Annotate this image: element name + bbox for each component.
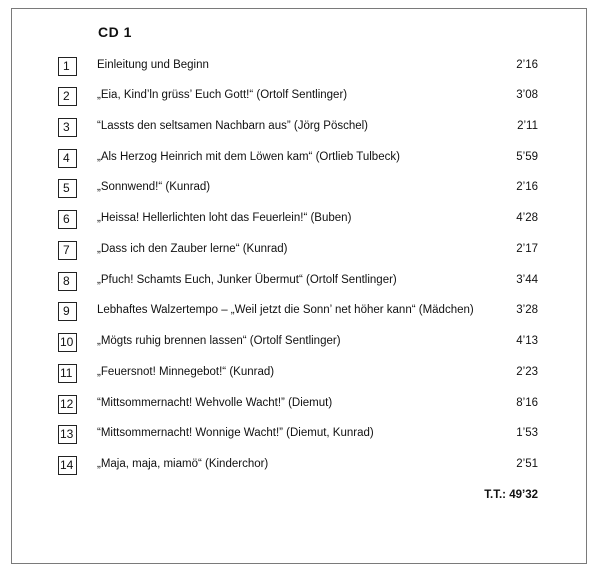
track-title: „Pfuch! Schamts Euch, Junker Übermut“ (Ortolf Sentlinger): [97, 274, 397, 286]
track-title: „Heissa! Hellerlichten loht das Feuerlein!“ (Buben): [97, 212, 352, 224]
track-duration: 1’53: [516, 427, 538, 439]
track-duration: 5’59: [516, 151, 538, 163]
track-row: [0, 272, 599, 294]
track-duration: 2’23: [516, 366, 538, 378]
track-row: [0, 395, 599, 417]
track-duration: 2’11: [517, 120, 538, 132]
track-number: 10: [58, 333, 77, 352]
track-title: „Feuersnot! Minnegebot!“ (Kunrad): [97, 366, 275, 378]
track-title: „Maja, maja, miamö“ (Kinderchor): [97, 458, 269, 470]
track-number: 5: [58, 179, 77, 198]
track-duration: 4’13: [516, 335, 538, 347]
track-number: 3: [58, 118, 77, 137]
track-row: [0, 210, 599, 232]
track-duration: 3’08: [516, 89, 538, 101]
track-row: [0, 456, 599, 478]
track-row: [0, 118, 599, 140]
track-number: 6: [58, 210, 77, 229]
track-title: „Eia, Kind’ln grüss’ Euch Gott!“ (Ortolf Sentlinger): [97, 89, 348, 101]
track-row: [0, 179, 599, 201]
track-row: [0, 149, 599, 171]
track-title: “Mittsommernacht! Wonnige Wacht!” (Diemut, Kunrad): [97, 427, 374, 439]
track-row: [0, 87, 599, 109]
track-number: 7: [58, 241, 77, 260]
track-number: 2: [58, 87, 77, 106]
track-duration: 2’17: [516, 243, 538, 255]
track-title: “Lassts den seltsamen Nachbarn aus” (Jörg Pöschel): [97, 120, 369, 132]
track-number: 8: [58, 272, 77, 291]
track-title: „Sonnwend!“ (Kunrad): [97, 181, 211, 193]
track-number: 9: [58, 302, 77, 321]
track-row: [0, 333, 599, 355]
track-number: 11: [58, 364, 77, 383]
track-duration: 3’28: [516, 304, 538, 316]
track-row: [0, 425, 599, 447]
track-duration: 2’16: [516, 181, 538, 193]
track-row: [0, 302, 599, 324]
track-number: 1: [58, 57, 77, 76]
track-number: 4: [58, 149, 77, 168]
track-title: “Mittsommernacht! Wehvolle Wacht!” (Diemut): [97, 397, 333, 409]
track-title: „Als Herzog Heinrich mit dem Löwen kam“ (Ortlieb Tulbeck): [97, 151, 400, 163]
track-duration: 3’44: [516, 274, 538, 286]
track-number: 14: [58, 456, 77, 475]
track-duration: 2’16: [516, 59, 538, 71]
track-duration: 8’16: [516, 397, 538, 409]
track-row: [0, 57, 599, 79]
track-title: „Dass ich den Zauber lerne“ (Kunrad): [97, 243, 288, 255]
cd-title: CD 1: [98, 24, 132, 40]
total-time: T.T.: 49’32: [484, 489, 538, 501]
track-title: Einleitung und Beginn: [97, 59, 209, 71]
track-number: 12: [58, 395, 77, 414]
track-row: [0, 241, 599, 263]
track-number: 13: [58, 425, 77, 444]
track-duration: 2’51: [516, 458, 538, 470]
track-duration: 4’28: [516, 212, 538, 224]
track-row: [0, 364, 599, 386]
track-title: „Mögts ruhig brennen lassen“ (Ortolf Sentlinger): [97, 335, 341, 347]
track-title: Lebhaftes Walzertempo – „Weil jetzt die Sonn’ net höher kann“ (Mädchen): [97, 304, 474, 316]
